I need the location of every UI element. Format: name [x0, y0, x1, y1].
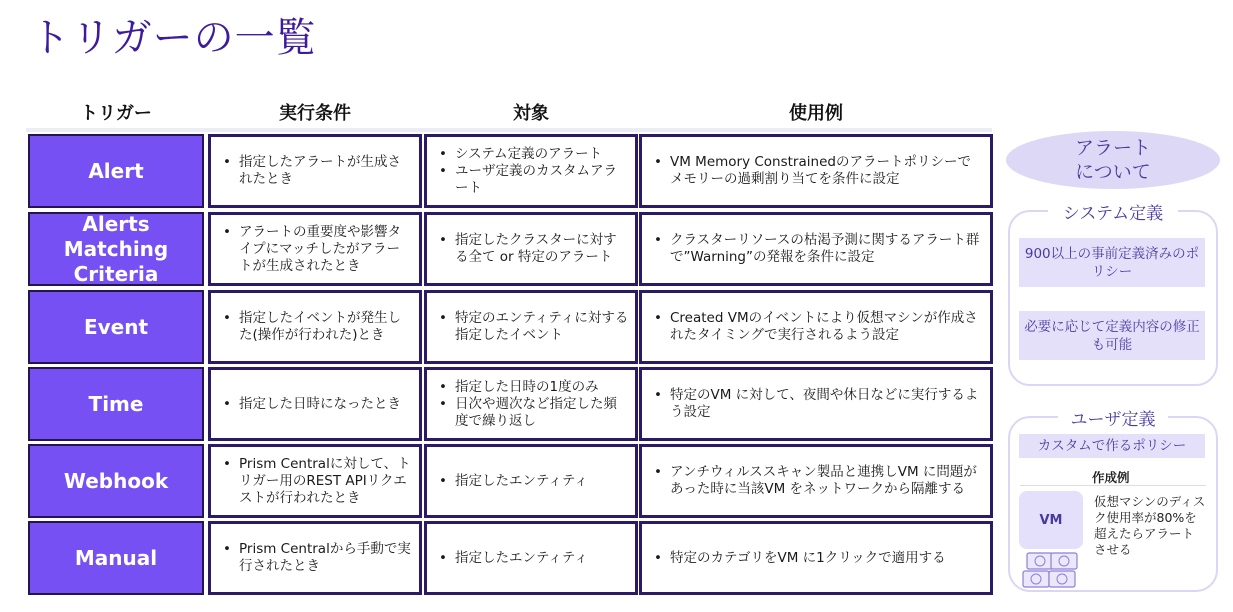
- bullet-list: [211, 154, 419, 188]
- trigger-manual: [28, 521, 204, 595]
- bullet-list: [427, 232, 635, 266]
- target-cell: [424, 367, 638, 441]
- bullet-item: • 指定したイベントが発生した(操作が行われた)とき: [221, 310, 413, 344]
- header-trigger: トリガー: [80, 103, 152, 124]
- trigger-event: [28, 290, 204, 364]
- condition-cell: [208, 444, 422, 518]
- trigger-label: Alerts Matching Criteria: [63, 211, 169, 286]
- trigger-time: [28, 367, 204, 441]
- user-definition-title: ユーザ定義: [1058, 405, 1168, 430]
- example-cell: [639, 367, 993, 441]
- trigger-alerts-matching-criteria: [28, 212, 204, 286]
- bullet-list: [427, 146, 635, 197]
- target-cell: [424, 212, 638, 286]
- example-cell: [639, 134, 993, 208]
- bullet-item: • アラートの重要度や影響タイプにマッチしたがアラートが生成されたとき: [221, 224, 413, 275]
- target-cell: [424, 134, 638, 208]
- condition-cell: [208, 367, 422, 441]
- condition-cell: [208, 212, 422, 286]
- alert-about-pill: [1006, 131, 1220, 189]
- trigger-label: Alert: [88, 158, 144, 183]
- bullet-list: [427, 550, 594, 567]
- trigger-label: Event: [83, 314, 149, 339]
- bullet-item: • 特定のカテゴリをVM に1クリックで適用する: [652, 550, 946, 567]
- condition-cell: [208, 521, 422, 595]
- bullet-list: [427, 310, 635, 344]
- page-title: トリガーの一覧: [30, 15, 317, 61]
- bullet-item: • Created VMのイベントにより仮想マシンが作成されたタイミングで実行されるよう設定: [652, 310, 984, 344]
- bullet-list: [211, 310, 419, 344]
- bullet-item: • 指定した日時の1度のみ: [437, 379, 629, 396]
- bullet-item: • Prism Centralから手動で実行されたとき: [221, 541, 413, 575]
- bullet-item: • 特定のエンティティに対する指定したイベント: [437, 310, 629, 344]
- bullet-list: [427, 473, 594, 490]
- bullet-list: [642, 310, 990, 344]
- disk-stack-icon: [1021, 551, 1083, 595]
- example-cell: [639, 290, 993, 364]
- bullet-list: [211, 396, 407, 413]
- bullet-item: • 日次や週次など指定した頻度で繰り返し: [437, 396, 629, 430]
- bullet-list: [211, 541, 419, 575]
- condition-cell: [208, 290, 422, 364]
- target-cell: [424, 290, 638, 364]
- vm-icon: VM: [1019, 491, 1083, 549]
- target-cell: [424, 444, 638, 518]
- bullet-item: • システム定義のアラート: [437, 146, 629, 163]
- bullet-item: • 指定したエンティティ: [437, 473, 588, 490]
- header-example: 使用例: [789, 103, 843, 124]
- bullet-list: [642, 387, 990, 421]
- bullet-list: [642, 154, 990, 188]
- bullet-item: • ユーザ定義のカスタムアラート: [437, 163, 629, 197]
- custom-policy-label: カスタムで作るポリシー: [1019, 434, 1205, 458]
- header-target: 対象: [513, 103, 549, 124]
- trigger-label: Time: [88, 391, 144, 416]
- example-label: 作成例: [1092, 470, 1130, 485]
- bullet-item: • 特定のVM に対して、夜間や休日などに実行するよう設定: [652, 387, 984, 421]
- header-condition: 実行条件: [279, 103, 351, 124]
- header-divider: [26, 128, 992, 132]
- example-cell: [639, 444, 993, 518]
- bullet-item: • Prism Centralに対して、トリガー用のREST APIリクエストが行われたとき: [221, 456, 413, 507]
- system-item-editable: 必要に応じて定義内容の修正も可能: [1019, 311, 1205, 360]
- example-cell: [639, 212, 993, 286]
- bullet-item: • 指定したエンティティ: [437, 550, 588, 567]
- condition-cell: [208, 134, 422, 208]
- example-divider: [1020, 485, 1206, 486]
- bullet-list: [211, 456, 419, 507]
- example-description: [1094, 494, 1206, 558]
- bullet-list: [642, 550, 952, 567]
- system-definition-title: システム定義: [1048, 199, 1178, 224]
- bullet-item: • クラスターリソースの枯渇予測に関するアラート群で”Warning”の発報を条件に設定: [652, 232, 984, 266]
- bullet-list: [427, 379, 635, 430]
- trigger-alert: [28, 134, 204, 208]
- bullet-item: • 指定したクラスターに対する全て or 特定のアラート: [437, 232, 629, 266]
- bullet-list: [642, 232, 990, 266]
- bullet-list: [211, 224, 419, 275]
- bullet-item: • VM Memory Constrainedのアラートポリシーでメモリーの過剰割り当てを条件に設定: [652, 154, 984, 188]
- bullet-item: • 指定したアラートが生成されたとき: [221, 154, 413, 188]
- trigger-label: Manual: [74, 545, 158, 570]
- trigger-webhook: [28, 444, 204, 518]
- example-cell: [639, 521, 993, 595]
- bullet-item: • 指定した日時になったとき: [221, 396, 401, 413]
- system-item-predefined: 900以上の事前定義済みのポリシー: [1019, 238, 1205, 287]
- bullet-item: • アンチウィルススキャン製品と連携しVM に問題があった時に当該VM をネットワークから隔離する: [652, 464, 984, 498]
- target-cell: [424, 521, 638, 595]
- example-description-text: 仮想マシンのディスク使用率が80%を超えたらアラートさせる: [1094, 494, 1206, 557]
- bullet-list: [642, 464, 990, 498]
- alert-about-label: アラート について: [1074, 137, 1151, 183]
- trigger-label: Webhook: [63, 468, 169, 493]
